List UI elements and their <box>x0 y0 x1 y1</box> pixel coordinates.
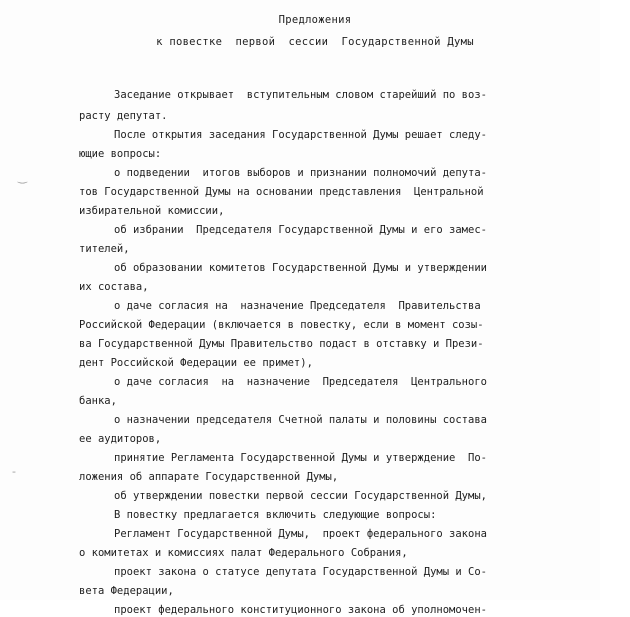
text-line: Российской Федерации (включается в повестку, если в момент созы- <box>79 319 484 331</box>
text-line: банка, <box>79 395 117 407</box>
text-line: о назначении председателя Счетной палаты и половины состава <box>114 414 487 426</box>
text-line: тителей, <box>79 243 130 255</box>
text-line: проект закона о статусе депутата Государственной Думы и Со- <box>114 566 487 578</box>
text-line: ее аудиторов, <box>79 433 162 445</box>
text-line: ва Государственной Думы Правительство подаст в отставку и Прези- <box>79 338 484 350</box>
text-line: дент Российской Федерации ее примет), <box>79 357 313 369</box>
text-line: вета Федерации, <box>79 585 174 597</box>
text-line: тов Государственной Думы на основании представления Центральной <box>79 186 484 198</box>
text-line: проект федерального конституционного закона об уполномочен- <box>114 604 487 616</box>
text-line: об образовании комитетов Государственной Думы и утверждении <box>114 262 487 274</box>
text-line: В повестку предлагается включить следующие вопросы: <box>114 509 437 521</box>
text-line: о даче согласия на назначение Председателя Правительства <box>114 300 481 312</box>
text-line: ющие вопросы: <box>79 148 162 160</box>
scan-mark: - <box>12 465 16 478</box>
text-line: о комитетах и комиссиях палат Федерального Собрания, <box>79 547 408 559</box>
text-line: ложения об аппарате Государственной Думы, <box>79 471 339 483</box>
text-line: о подведении итогов выборов и признании полномочий депута- <box>114 167 487 179</box>
text-line: избирательной комиссии, <box>79 205 225 217</box>
text-line: о даче согласия на назначение Председателя Центрального <box>114 376 487 388</box>
text-line: Заседание открывает вступительным словом старейший по воз- <box>114 89 487 101</box>
document-title: Предложения <box>278 14 352 26</box>
text-line: об избрании Председателя Государственной Думы и его замес- <box>114 224 487 236</box>
text-line: Регламент Государственной Думы, проект федерального закона <box>114 528 487 540</box>
text-line: их состава, <box>79 281 149 293</box>
text-line: об утверждении повестки первой сессии Государственной Думы, <box>114 490 487 502</box>
document-subtitle: к повестке первой сессии Государственной Думы <box>156 36 474 48</box>
scan-mark: ‿ <box>18 171 27 184</box>
text-line: расту депутат. <box>79 110 168 122</box>
text-line: принятие Регламента Государственной Думы и утверждение По- <box>114 452 487 464</box>
text-line: После открытия заседания Государственной Думы решает следу- <box>114 129 487 141</box>
